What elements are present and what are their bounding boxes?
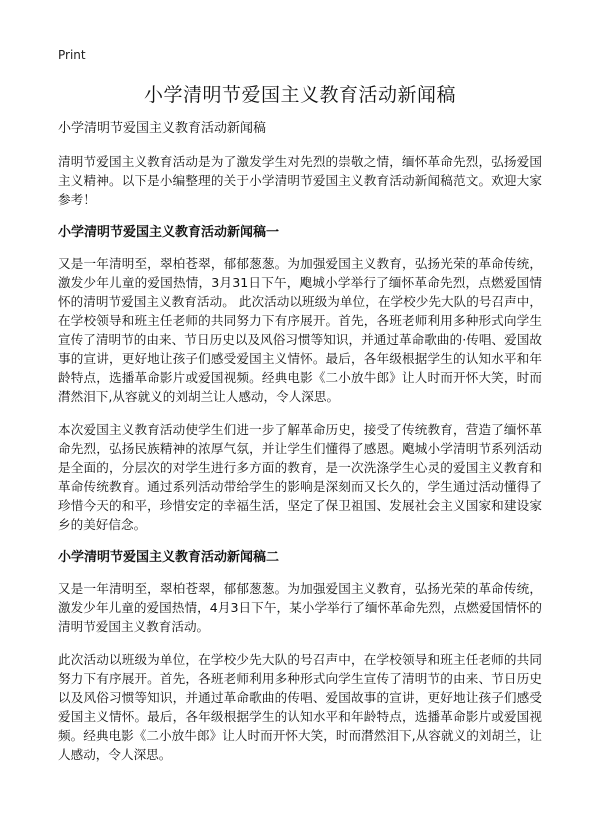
section-heading-2: 小学清明节爱国主义教育活动新闻稿二: [58, 550, 280, 565]
intro-paragraph: 清明节爱国主义教育活动是为了激发学生对先烈的崇敬之情，缅怀革命先烈，弘扬爱国主义精神。以下是小编整理的关于小学清明节爱国主义教育活动新闻稿范文。欢迎大家参考！: [58, 154, 542, 207]
section-heading-1: 小学清明节爱国主义教育活动新闻稿一: [58, 225, 280, 240]
section-2-paragraph-1: 又是一年清明至，翠柏苍翠，郁郁葱葱。为加强爱国主义教育，弘扬光荣的革命传统，激发少年儿童的爱国热情，4月3日下午，某小学举行了缅怀革命先烈，点燃爱国情怀的清明节爱国主义教育活动。: [58, 581, 542, 634]
print-link[interactable]: Print: [58, 48, 86, 62]
article-subtitle: 小学清明节爱国主义教育活动新闻稿: [58, 121, 267, 136]
article-body: [58, 119, 542, 778]
section-1-paragraph-1: 又是一年清明至，翠柏苍翠，郁郁葱葱。为加强爱国主义教育，弘扬光荣的革命传统，激发少年儿童的爱国热情，3月31日下午，飑城小学举行了缅怀革命先烈，点燃爱国情怀的清明节爱国主义教育活动。 此次活动以班级为单位，在学校少先大队的号召声中，在学校领导和班主任老师的共同努力下有序展开。首先，各班老师利用多种形式向学生宣传了清明节的由来、节日历史以及风俗习惯等知识，并通过革命歌曲的·传唱、爱国故事的宣讲，更好地让孩子们感受爱国主义情怀。最后，各年级根据学生的认知水平和年龄特点，选播革命影片或爱国视频。经典电影《二小放牛郎》让人时而开怀大笑，时而潸然泪下,从容就义的刘胡兰让人感动，令人深思。: [58, 256, 542, 404]
section-2-paragraph-2: 此次活动以班级为单位，在学校少先大队的号召声中，在学校领导和班主任老师的共同努力下有序展开。首先，各班老师利用多种形式向学生宣传了清明节的由来、节日历史以及风俗习惯等知识，并通过革命歌曲的传唱、爱国故事的宣讲，更好地让孩子们感受爱国主义情怀。最后，各年级根据学生的认知水平和年龄特点，选播革命影片或爱国视频。经典电影《二小放牛郎》让人时而开怀大笑，时而潸然泪下,从容就义的刘胡兰，让人感动，令人深思。: [58, 652, 542, 762]
page-title: 小学清明节爱国主义教育活动新闻稿: [143, 84, 456, 106]
section-1-paragraph-2: 本次爱国主义教育活动使学生们进一步了解革命历史，接受了传统教育，营造了缅怀革命先烈，弘扬民族精神的浓厚气氛，并让学生们懂得了感恩。飑城小学清明节系列活动是全面的，分层次的对学生进行多方面的教育，是一次洗涤学生心灵的爱国主义教育和革命传统教育。通过系列活动带给学生的影响是深刻而又长久的，学生通过活动懂得了珍惜今天的和平，珍惜安定的幸福生活，坚定了保卫祖国、发展社会主义国家和建设家乡的美好信念。: [58, 422, 542, 532]
